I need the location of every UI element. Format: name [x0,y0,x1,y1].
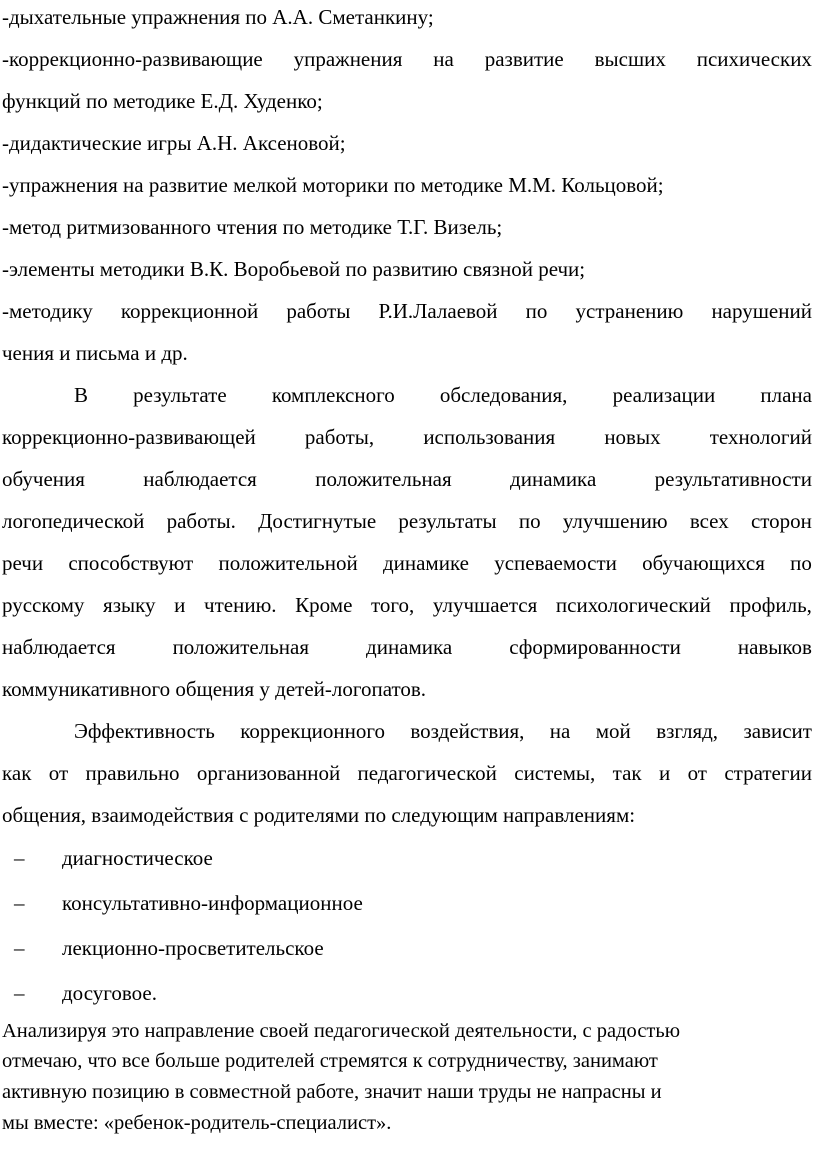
paragraph-line [2,464,812,494]
word: развитие [484,47,564,71]
word: речи [2,551,44,575]
dash-bullet: – [14,936,25,960]
method-line: -дидактические игры А.Н. Аксеновой; [2,131,346,155]
word: от [687,761,707,785]
paragraph-line [2,422,812,452]
word: взгляд, [656,719,719,743]
word: языку [103,593,156,617]
list-item [14,978,157,1008]
list-item-label: досуговое. [62,981,157,1005]
word: обучающихся [642,551,765,575]
word: улучшается [432,593,538,617]
word: -коррекционно-развивающие [2,47,263,71]
word: -методику [2,299,93,323]
method-line [2,44,812,74]
word: положительной [218,551,358,575]
word: В [74,383,89,407]
word: улучшению [562,509,668,533]
word: Эффективность [74,719,215,743]
word: чтению. [204,593,277,617]
list-item [14,843,213,873]
method-line: -элементы методики В.К. Воробьевой по развитию связной речи; [2,257,586,281]
paragraph-line [2,548,812,578]
method-line [2,296,812,326]
word: работы [286,299,351,323]
word: системы, [514,761,596,785]
word: и [174,593,186,617]
word: сформированности [509,635,681,659]
word: психических [696,47,812,71]
word: технологий [709,425,812,449]
word: Достигнутые [258,509,377,533]
word: плана [760,383,812,407]
word: коррекционного [240,719,385,743]
method-line: чения и письма и др. [2,341,188,365]
word: организованной [196,761,341,785]
list-item [14,933,324,963]
word: реализации [612,383,716,407]
word: способствуют [68,551,194,575]
method-line: -метод ритмизованного чтения по методике Т.Г. Визель; [2,215,503,239]
word: зависит [743,719,812,743]
word: динамика [366,635,453,659]
paragraph-line: коммуникативного общения у детей-логопатов. [2,677,427,701]
method-line: -упражнения на развитие мелкой моторики по методике М.М. Кольцовой; [2,173,664,197]
word: как [2,761,32,785]
paragraph-line: общения, взаимодействия с родителями по следующим направлениям: [2,803,636,827]
word: воздействия, [410,719,525,743]
word: новых [604,425,661,449]
paragraph-line [74,380,812,410]
word: всех [689,509,729,533]
dash-bullet: – [14,891,25,915]
paragraph-line [2,590,812,620]
word: и [658,761,671,785]
word: наблюдается [2,635,116,659]
list-item-label: диагностическое [62,846,213,870]
paragraph-line [2,506,812,536]
word: устранению [575,299,684,323]
word: логопедической [2,509,145,533]
word: педагогической [357,761,497,785]
word: русскому [2,593,85,617]
method-line: функций по методике Е.Д. Худенко; [2,89,323,113]
paragraph-line [74,716,812,746]
word: положительная [315,467,452,491]
paragraph-line [2,758,812,788]
word: по [525,299,548,323]
word: положительная [172,635,310,659]
word: того, [371,593,415,617]
word: упражнения [293,47,403,71]
word: на [549,719,571,743]
word: правильно [85,761,180,785]
word: динамика [510,467,597,491]
paragraph-line: отмечаю, что все больше родителей стремятся к сотрудничеству, занимают [2,1050,658,1072]
word: Р.И.Лалаевой [378,299,498,323]
method-line: -дыхательные упражнения по А.А. Сметанкину; [2,5,434,29]
word: работы, [304,425,375,449]
list-item-label: лекционно-просветительское [62,936,324,960]
word: результативности [654,467,812,491]
list-item [14,888,363,918]
word: стратегии [724,761,812,785]
word: профиль, [729,593,812,617]
word: коррекционной [120,299,259,323]
word: результате [133,383,227,407]
word: Кроме [295,593,353,617]
word: психологический [555,593,711,617]
paragraph-line: Анализируя это направление своей педагогической деятельности, с радостью [2,1020,681,1042]
word: наблюдается [143,467,257,491]
word: коррекционно-развивающей [2,425,256,449]
paragraph-line: активную позицию в совместной работе, значит наши труды не напрасны и [2,1081,662,1103]
word: нарушений [711,299,812,323]
word: результаты [398,509,497,533]
word: успеваемости [494,551,617,575]
word: высших [594,47,666,71]
word: на [433,47,454,71]
dash-bullet: – [14,846,25,870]
word: по [790,551,812,575]
word: навыков [737,635,812,659]
word: комплексного [271,383,395,407]
word: сторон [750,509,812,533]
paragraph-line: мы вместе: «ребенок-родитель-специалист». [2,1112,392,1134]
list-item-label: консультативно-информационное [62,891,363,915]
word: обучения [2,467,85,491]
word: от [48,761,69,785]
word: обследования, [439,383,568,407]
word: использования [423,425,556,449]
paragraph-line [2,632,812,662]
word: работы. [166,509,236,533]
dash-bullet: – [14,981,25,1005]
word: так [612,761,642,785]
word: динамике [382,551,469,575]
word: по [518,509,541,533]
word: мой [595,719,631,743]
